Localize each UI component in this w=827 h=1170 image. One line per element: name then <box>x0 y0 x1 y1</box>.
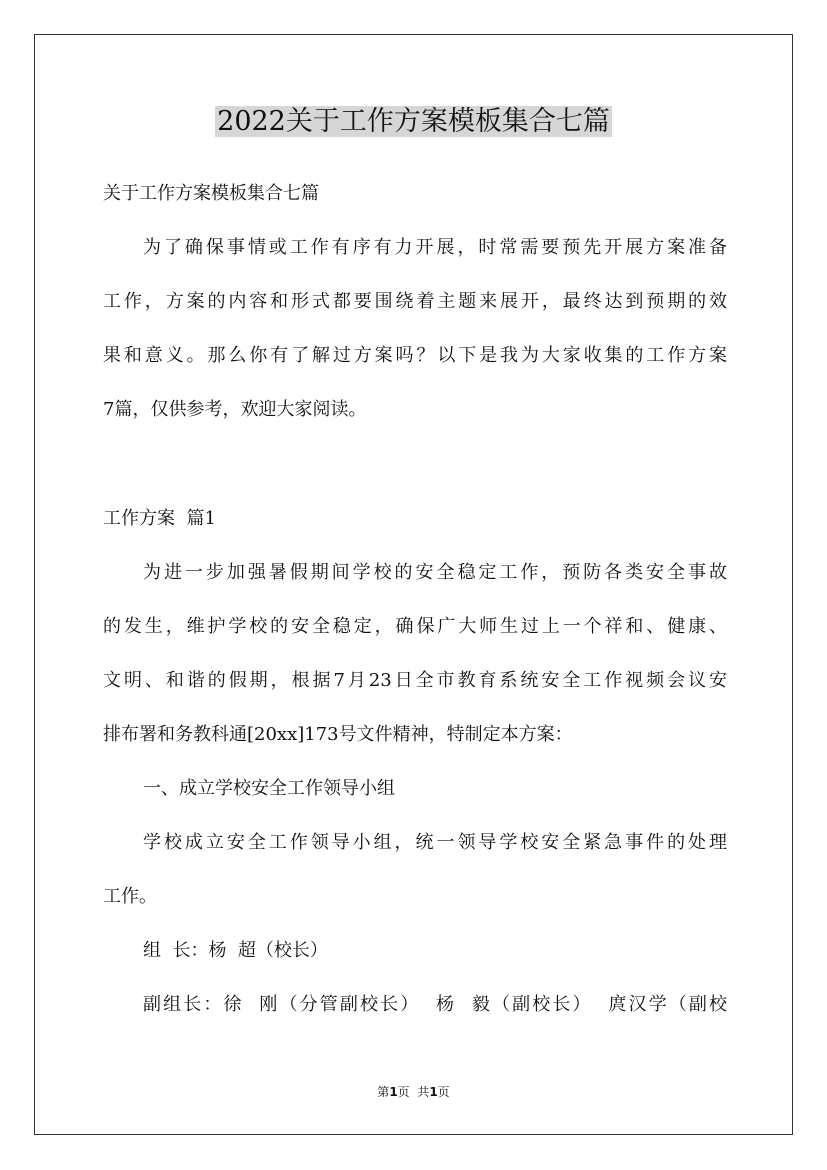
section-heading: 工作方案 篇1 <box>103 508 216 529</box>
intro-line-2: 工作，方案的内容和形式都要围绕着主题来展开，最终达到预期的效 <box>103 291 727 312</box>
body-line-4: 排布署和务教科通[20xx]173号文件精神，特制定本方案： <box>103 724 573 745</box>
group-line-2: 工作。 <box>103 886 157 907</box>
page-footer <box>0 1084 827 1100</box>
document-title <box>0 103 827 141</box>
deputy-line: 副组长：徐 刚（分管副校长） 杨 毅（副校长） 庹汉学（副校 <box>143 994 727 1015</box>
document-title-text: 2022关于工作方案模板集合七篇 <box>217 106 610 137</box>
subheading-leadership-group: 一、成立学校安全工作领导小组 <box>143 778 395 799</box>
footer-page-suffix: 页 共 <box>397 1085 430 1099</box>
footer-page-number: 1 <box>389 1085 398 1099</box>
leader-line: 组 长：杨 超（校长） <box>143 940 328 961</box>
footer-total-pages: 1 <box>429 1085 438 1099</box>
footer-page-prefix: 第 <box>377 1085 390 1099</box>
footer-total-suffix: 页 <box>437 1085 450 1099</box>
intro-line-4: 7篇，仅供参考，欢迎大家阅读。 <box>103 399 367 420</box>
body-line-1: 为进一步加强暑假期间学校的安全稳定工作，预防各类安全事故 <box>143 562 727 583</box>
intro-line-1: 为了确保事情或工作有序有力开展，时常需要预先开展方案准备 <box>143 237 727 258</box>
body-line-2: 的发生，维护学校的安全稳定，确保广大师生过上一个祥和、健康、 <box>103 616 727 637</box>
document-subtitle: 关于工作方案模板集合七篇 <box>103 183 319 204</box>
body-line-3: 文明、和谐的假期，根据7月23日全市教育系统安全工作视频会议安 <box>103 670 727 691</box>
intro-line-3: 果和意义。那么你有了解过方案吗？以下是我为大家收集的工作方案 <box>103 345 727 366</box>
group-line-1: 学校成立安全工作领导小组，统一领导学校安全紧急事件的处理 <box>143 832 727 853</box>
